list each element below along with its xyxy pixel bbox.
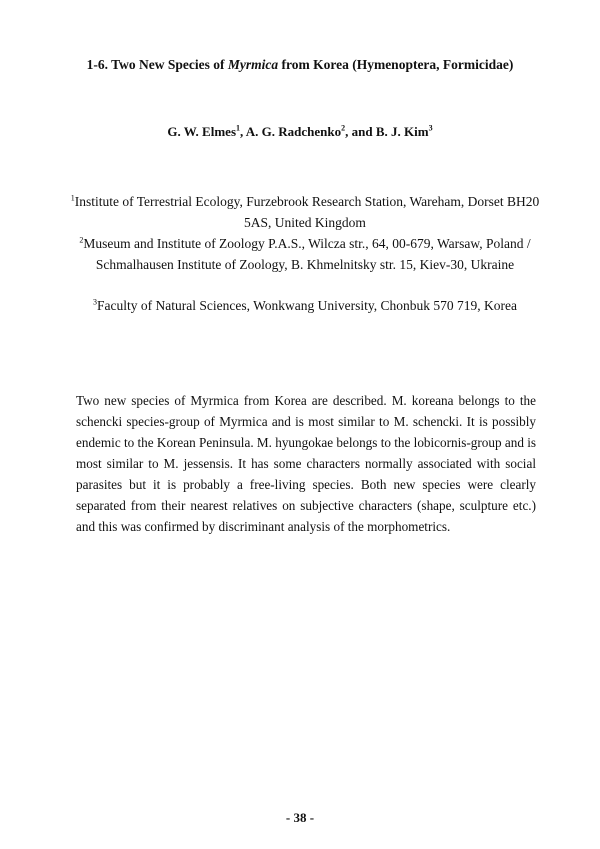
affiliation-3 xyxy=(70,295,540,316)
author-affil-mark: 3 xyxy=(428,123,433,133)
title-prefix: 1-6. Two New Species of xyxy=(86,57,228,72)
affiliation-text: Museum and Institute of Zoology P.A.S., Wilcza str., 64, 00-679, Warsaw, Poland / Schmalhausen Institute of Zoology, B. Khmelnitsky str. 15, Kiev-30, Ukraine xyxy=(83,236,531,272)
author-list xyxy=(40,124,560,140)
affiliation-text: Institute of Terrestrial Ecology, Furzebrook Research Station, Wareham, Dorset BH20 5AS, United Kingdom xyxy=(74,194,540,230)
affiliation-mark: 1 xyxy=(70,193,75,203)
title-suffix: from Korea (Hymenoptera, Formicidae) xyxy=(278,57,514,72)
affiliation-mark: 3 xyxy=(93,297,98,307)
author-affil-mark: 2 xyxy=(341,123,346,133)
author-name: G. W. Elmes xyxy=(167,124,236,139)
author-name: A. G. Radchenko xyxy=(245,124,342,139)
paper-title xyxy=(40,57,560,73)
affiliation-1 xyxy=(70,191,540,233)
affiliation-mark: 2 xyxy=(79,235,84,245)
author-separator: , xyxy=(240,124,246,139)
abstract-paragraph: Two new species of Myrmica from Korea are described. M. koreana belongs to the schencki species-group of Myrmica and is most similar to M. schencki. It is possibly endemic to the Korean Peninsula. M. hyungokae belongs to the lobicornis-group and is most similar to M. jessensis. It has some characters normally associated with social parasites but it is probably a free-living species. Both new species were clearly separated from their nearest relatives on subjective characters (shape, sculpture etc.) and this was confirmed by discriminant analysis of the morphometrics. xyxy=(76,393,537,535)
title-genus: Myrmica xyxy=(227,57,279,72)
page-number: - 38 - xyxy=(285,810,315,825)
affiliation-2 xyxy=(70,233,540,275)
affiliation-text: Faculty of Natural Sciences, Wonkwang University, Chonbuk 570 719, Korea xyxy=(97,298,517,313)
author-name: B. J. Kim xyxy=(375,124,429,139)
author-affil-mark: 1 xyxy=(236,123,240,133)
author-separator: , and xyxy=(345,124,376,139)
